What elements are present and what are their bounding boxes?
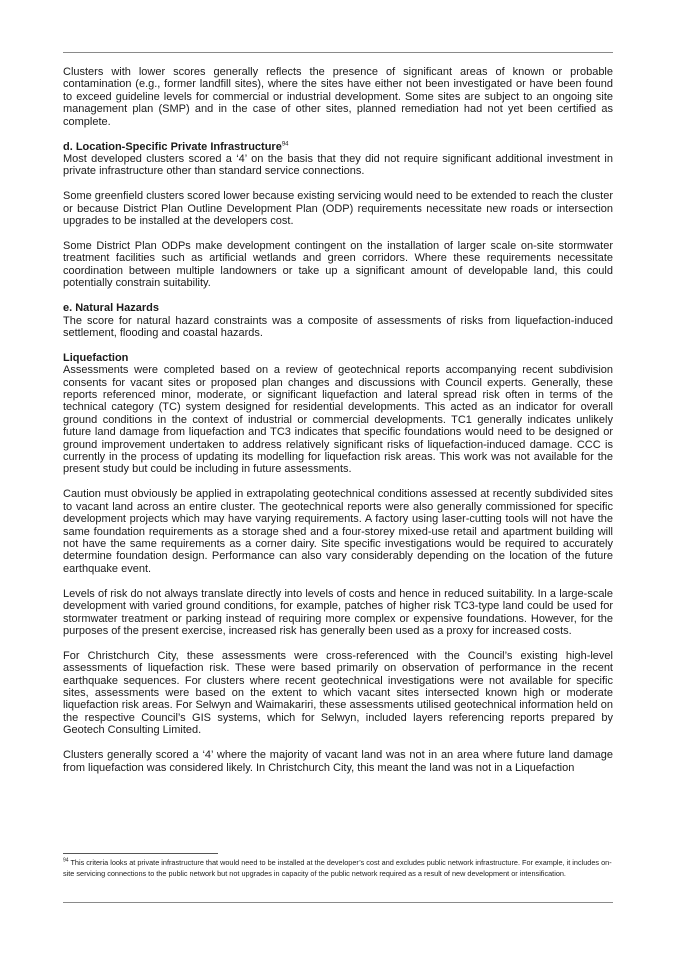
paragraph-odp-stormwater: Some District Plan ODPs make development contingent on the installation of larger scale on-site stormwater treatment facilities such as artificial wetlands and green corridors. Where these requirements necessitate coordination between multiple landowners or take up a significant amount of developable land, this could potentially constrain suitability. — [63, 239, 613, 290]
paragraph-natural-hazard-score: The score for natural hazard constraints was a composite of assessments of risks from liquefaction-induced settlement, flooding and coastal hazards. — [63, 314, 613, 339]
paragraph-developed-clusters: Most developed clusters scored a ‘4’ on the basis that they did not require significant additional investment in private infrastructure other than standard service connections. — [63, 152, 613, 178]
footnote-94 — [63, 858, 613, 879]
footnote-separator — [63, 853, 218, 854]
paragraph-levels-of-risk: Levels of risk do not always translate directly into levels of costs and hence in reduced suitability. In a large-scale development with varied ground conditions, for example, patches of higher risk TC3-type land could be used for stormwater treatment or parking instead of requiring more complex or expensive foundations. However, for the purposes of the present exercise, increased risk has generally been used as a proxy for increased costs. — [63, 587, 613, 637]
heading-d-text: d. Location-Specific Private Infrastructure — [63, 140, 282, 153]
paragraph-contamination-scores: Clusters with lower scores generally reflects the presence of significant areas of known or probable contamination (e.g., former landfill sites), where the sites have either not been investigated or have been found to exceed guideline levels for commercial or industrial development. Some sites are subject to an ongoing site management plan (SMP) and in the case of other sites, planned remediation had not yet been certified as complete. — [63, 66, 613, 128]
footnote-ref-94[interactable]: 94 — [281, 140, 289, 147]
heading-liquefaction: Liquefaction — [63, 351, 129, 364]
footnote-text: This criteria looks at private infrastructure that would need to be installed at the developer’s cost and excludes public network infrastructure. For example, it includes on-site servicing connections to the public network but not upgrades in capacity of the public network required as a result of new development or intensification. — [63, 858, 612, 878]
page-body — [63, 66, 613, 774]
paragraph-liquefaction-assessments: Assessments were completed based on a review of geotechnical reports accompanying recent subdivision consents for vacant sites or proposed plan changes and discussions with Council experts. Generally, these reports referenced minor, moderate, or significant liquefaction and lateral spread risk often in terms of the technical category (TC) system designed for residential developments. This acted as an indicator for overall ground conditions in the context of industrial or commercial developments. TC1 generally indicates unlikely future land damage from liquefaction and TC3 indicates that specific foundations would need to be designed or ground improvement undertaken to address relatively significant risks of liquefaction-induced damage. CCC is currently in the process of updating its modelling for liquefaction risk areas. This work was not available for the present study but could be including in future assessments. — [63, 364, 613, 476]
paragraph-clusters-scored-4: Clusters generally scored a ‘4’ where the majority of vacant land was not in an area where future land damage from liquefaction was considered likely. In Christchurch City, this meant the land was not in a Liquefaction — [63, 749, 613, 774]
footer-rule — [63, 902, 613, 903]
heading-location-specific-private-infrastructure — [63, 141, 613, 153]
heading-natural-hazards: e. Natural Hazards — [63, 302, 159, 315]
paragraph-christchurch-city: For Christchurch City, these assessments were cross-referenced with the Council’s existing high-level assessments of liquefaction risk. These were based primarily on observation of performance in the recent earthquake sequences. For clusters where recent geotechnical investigations were not available for specific sites, assessments were based on the extent to which vacant sites intersected known high or moderate liquefaction risk areas. For Selwyn and Waimakariri, these assessments utilised geotechnical information held on the respective Council’s GIS systems, which for Selwyn, included layers referencing reports prepared by Geotech Consulting Limited. — [63, 649, 613, 737]
paragraph-greenfield-clusters: Some greenfield clusters scored lower because existing servicing would need to be extended to reach the cluster or because District Plan Outline Development Plan (ODP) requirements necessitate new roads or intersection upgrades to be installed at the developers cost. — [63, 190, 613, 228]
header-rule — [63, 52, 613, 53]
footnote-number: 94 — [63, 857, 69, 864]
paragraph-caution-extrapolating: Caution must obviously be applied in extrapolating geotechnical conditions assessed at recently subdivided sites to vacant land across an entire cluster. The geotechnical reports were also generally commissioned for specific development projects which may have varying requirements. A factory using laser-cutting tools will not have the same foundation requirements as a storage shed and a four-storey mixed-use retail and apartment building will not have the same requirements as a corner dairy. Site specific investigations would be required to accurately determine foundation design. Performance can also vary considerably depending on the location of the future earthquake event. — [63, 488, 613, 575]
